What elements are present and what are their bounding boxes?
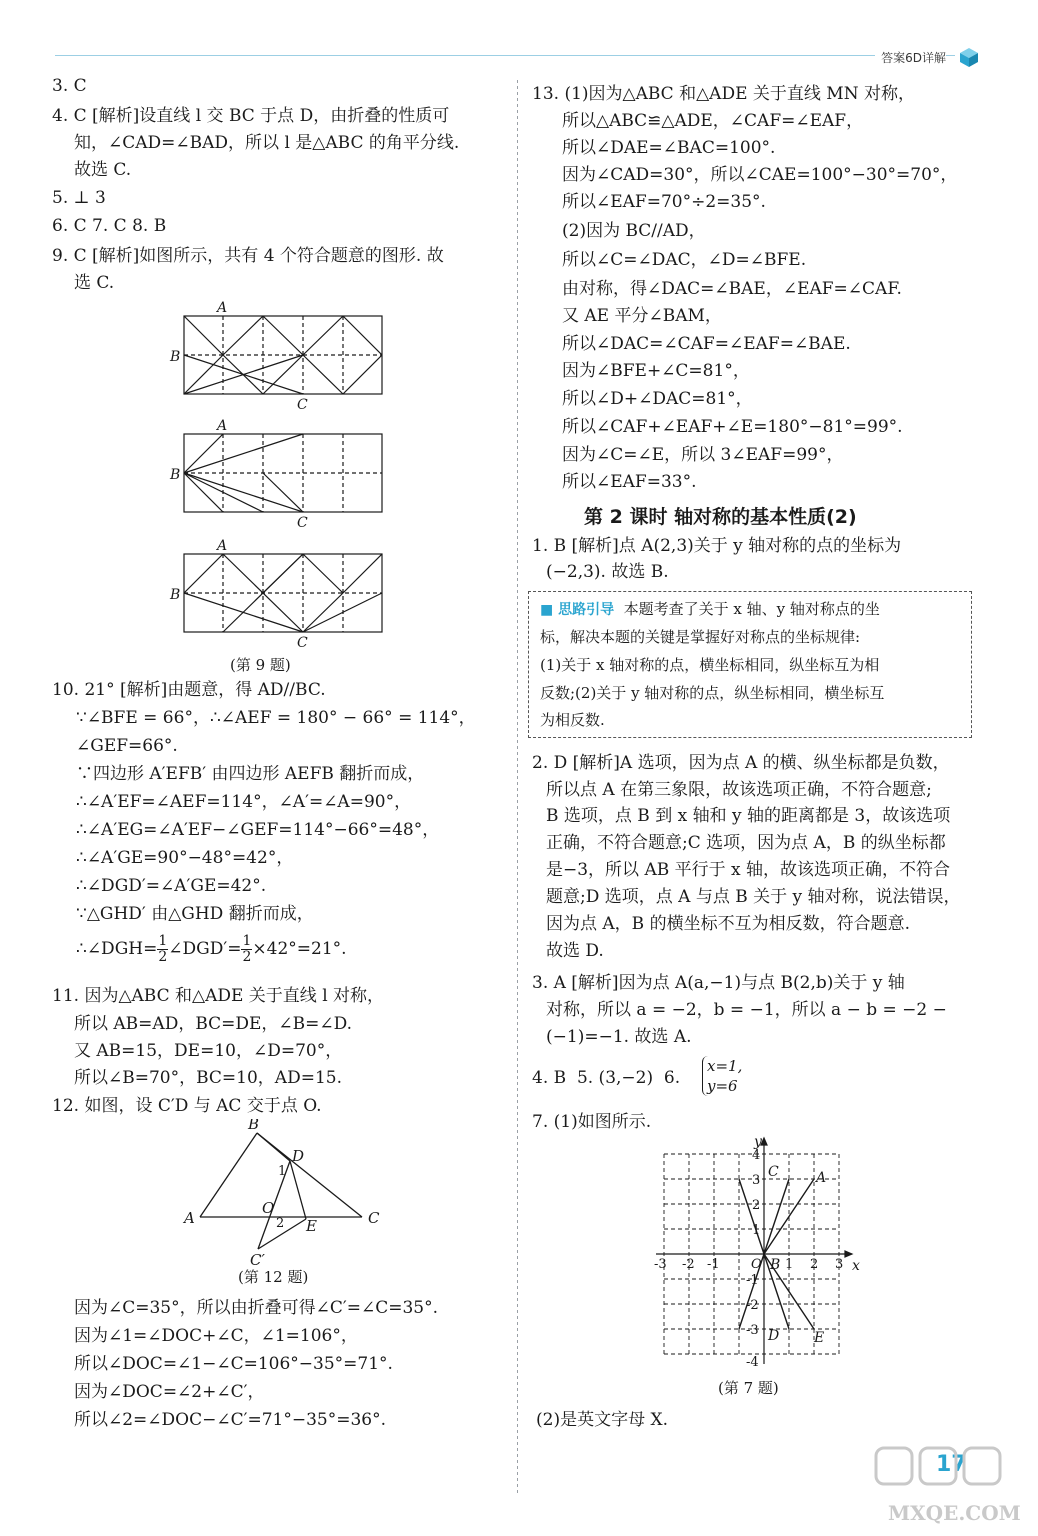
answer-3: 3. C bbox=[52, 76, 87, 96]
fig12-label-c-prime: C′ bbox=[250, 1251, 265, 1269]
answer-13-l4: 因为∠CAD=30°，所以∠CAE=100°−30°=70°， bbox=[562, 165, 958, 185]
fig9-label-a3: A bbox=[217, 538, 228, 554]
answer-12-l3: 因为∠1=∠DOC+∠C，∠1=106°， bbox=[74, 1326, 358, 1346]
answer-10: 10. 21° [解析]由题意，得 AD//BC. bbox=[52, 680, 326, 700]
answer-10-l3: ∠GEF=66°. bbox=[76, 736, 178, 756]
x-tick-n3: -3 bbox=[654, 1257, 667, 1272]
y-axis-label: y bbox=[754, 1134, 762, 1150]
answer-4: 4. C [解析]设直线 l 交 BC 于点 D，由折叠的性质可 bbox=[52, 106, 450, 126]
origin-label: O bbox=[751, 1257, 762, 1272]
fig12-label-d: D bbox=[292, 1147, 305, 1165]
answer-13-l12: 所以∠D+∠DAC=81°， bbox=[562, 389, 753, 409]
answer-10-l5: ∴∠A′EF=∠AEF=114°，∠A′=∠A=90°， bbox=[76, 792, 412, 812]
point-b-label: B bbox=[770, 1257, 781, 1273]
cube-icon bbox=[958, 46, 980, 68]
y-tick-1: 1 bbox=[752, 1223, 761, 1238]
header-label: 答案6D详解 bbox=[875, 49, 946, 66]
answer-r1-l2: (−2,3). 故选 B. bbox=[546, 562, 669, 582]
equation-system bbox=[702, 1056, 742, 1096]
point-a-label: A bbox=[816, 1170, 827, 1186]
answer-5: 5. ⊥ 3 bbox=[52, 188, 106, 208]
answer-13-l14: 因为∠C=∠E，所以 3∠EAF=99°， bbox=[562, 445, 844, 465]
answer-11-l3: 又 AB=15，DE=10，∠D=70°， bbox=[74, 1041, 343, 1061]
answer-13-l3: 所以∠DAE=∠BAC=100°. bbox=[562, 138, 776, 158]
answer-r2-l3: B 选项，点 B 到 x 轴和 y 轴的距离都是 3，故该选项 bbox=[546, 806, 951, 826]
watermark-text: MXQE.COM bbox=[888, 1501, 1021, 1525]
answer-10-l8: ∴∠DGD′=∠A′GE=42°. bbox=[76, 876, 267, 896]
hint-tag-text: 思路引导 bbox=[558, 602, 615, 618]
figure-9 bbox=[167, 299, 407, 669]
fig12-label-o: O bbox=[262, 1199, 275, 1217]
answer-r4: 4. B bbox=[532, 1068, 567, 1088]
answer-r5: 5. (3,−2) bbox=[576, 1068, 654, 1088]
answer-r2: 2. D [解析]A 选项，因为点 A 的横、纵坐标都是负数， bbox=[532, 753, 950, 773]
x-tick-n1: -1 bbox=[707, 1257, 720, 1272]
y-tick-4: 4 bbox=[752, 1148, 761, 1163]
watermark-logo bbox=[868, 1440, 1028, 1530]
y-tick-2: 2 bbox=[752, 1198, 761, 1213]
answer-r7: 7. (1)如图所示. bbox=[532, 1112, 652, 1132]
answer-r2-l8: 故选 D. bbox=[546, 941, 604, 961]
hint-line-5: 为相反数. bbox=[540, 711, 605, 729]
system-line-2: y=6 bbox=[707, 1077, 738, 1095]
fig12-angle-2: 2 bbox=[276, 1216, 285, 1231]
y-tick-n1: -1 bbox=[746, 1273, 759, 1288]
fig12-label-b: B bbox=[248, 1119, 260, 1133]
fig9-label-a: A bbox=[217, 300, 228, 316]
answer-11-l2: 所以 AB=AD，BC=DE，∠B=∠D. bbox=[74, 1014, 353, 1034]
x-tick-n2: -2 bbox=[682, 1257, 695, 1272]
answer-13-l13: 所以∠CAF+∠EAF+∠E=180°−81°=99°. bbox=[562, 417, 903, 437]
answer-r1: 1. B [解析]点 A(2,3)关于 y 轴对称的点的坐标为 bbox=[532, 536, 902, 556]
y-tick-3: 3 bbox=[752, 1173, 761, 1188]
answer-10-l7: ∴∠A′GE=90°−48°=42°， bbox=[76, 848, 294, 868]
fig9-caption: (第 9 题) bbox=[230, 656, 291, 674]
answer-13-l15: 所以∠EAF=33°. bbox=[562, 472, 697, 492]
system-line-1: x=1, bbox=[707, 1057, 743, 1075]
answer-12-l4: 所以∠DOC=∠1−∠C=106°−35°=71°. bbox=[74, 1354, 393, 1374]
y-tick-n2: -2 bbox=[746, 1298, 759, 1313]
fig7-caption: (第 7 题) bbox=[718, 1379, 779, 1397]
answer-r7-2: (2)是英文字母 X. bbox=[536, 1410, 668, 1430]
answer-12-l2: 因为∠C=35°，所以由折叠可得∠C′=∠C=35°. bbox=[74, 1298, 439, 1318]
hint-tag: ■ 思路引导 bbox=[540, 602, 615, 618]
answer-6-8: 6. C 7. C 8. B bbox=[52, 216, 167, 236]
header-rule bbox=[55, 55, 955, 56]
frac-num: 1 bbox=[158, 933, 168, 949]
fraction-half-2 bbox=[241, 934, 252, 965]
fig9-label-c3: C bbox=[297, 635, 308, 651]
point-e-label: E bbox=[814, 1330, 825, 1346]
hint-line-3: (1)关于 x 轴对称的点，横坐标相同，纵坐标互为相 bbox=[540, 656, 880, 674]
frac-den-2: 2 bbox=[242, 949, 252, 965]
hint-line-1 bbox=[540, 597, 880, 622]
answer-11: 11. 因为△ABC 和△ADE 关于直线 l 对称， bbox=[52, 986, 385, 1006]
fig9-label-b2: B bbox=[170, 467, 181, 483]
figure-7-grid bbox=[654, 1134, 864, 1374]
answer-13-l11: 因为∠BFE+∠C=81°， bbox=[562, 361, 750, 381]
x-tick-1: 1 bbox=[785, 1257, 794, 1272]
answer-10-l2: ∵∠BFE = 66°，∴∠AEF = 180° − 66° = 114°， bbox=[76, 708, 476, 728]
answer-13-l9: 又 AE 平分∠BAM， bbox=[562, 306, 722, 326]
answer-13-l6: (2)因为 BC//AD， bbox=[562, 221, 706, 241]
answer-13-l7: 所以∠C=∠DAC，∠D=∠BFE. bbox=[562, 250, 807, 270]
hint-text-1: 本题考查了关于 x 轴、y 轴对称点的坐 bbox=[623, 600, 880, 618]
answer-12: 12. 如图，设 C′D 与 AC 交于点 O. bbox=[52, 1096, 322, 1116]
answer-12-l6: 所以∠2=∠DOC−∠C′=71°−35°=36°. bbox=[74, 1410, 387, 1430]
point-d-label: D bbox=[768, 1328, 780, 1344]
y-tick-n4: -4 bbox=[746, 1355, 759, 1370]
answer-10-l10 bbox=[76, 934, 347, 965]
section-title: 第 2 课时 轴对称的基本性质(2) bbox=[584, 506, 857, 528]
q10-eq-pre: ∴∠DGH= bbox=[76, 939, 158, 959]
answer-r6: 6. bbox=[663, 1068, 681, 1088]
answer-11-l4: 所以∠B=70°，BC=10，AD=15. bbox=[74, 1068, 342, 1088]
answer-r2-l4: 正确，不符合题意;C 选项，因为点 A，B 的纵坐标都 bbox=[546, 833, 946, 853]
answer-4-line2: 知，∠CAD=∠BAD，所以 l 是△ABC 的角平分线. bbox=[74, 133, 460, 153]
fig9-label-b: B bbox=[170, 349, 181, 365]
answer-r2-l5: 是−3，所以 AB 平行于 x 轴，故该选项正确，不符合 bbox=[546, 860, 951, 880]
x-tick-3: 3 bbox=[835, 1257, 844, 1272]
answer-13-l8: 由对称，得∠DAC=∠BAE，∠EAF=∠CAF. bbox=[562, 279, 902, 299]
answer-r2-l2: 所以点 A 在第三象限，故该选项正确，不符合题意; bbox=[546, 780, 932, 800]
fig9-label-b3: B bbox=[170, 587, 181, 603]
x-tick-2: 2 bbox=[810, 1257, 819, 1272]
answer-r3-l3: (−1)=−1. 故选 A. bbox=[546, 1027, 692, 1047]
fig12-angle-1: 1 bbox=[278, 1164, 287, 1179]
answer-r3-l2: 对称，所以 a = −2，b = −1，所以 a − b = −2 − bbox=[546, 1000, 947, 1020]
page-number: 17 bbox=[936, 1452, 967, 1477]
fraction-half bbox=[157, 934, 168, 965]
answer-13: 13. (1)因为△ABC 和△ADE 关于直线 MN 对称， bbox=[532, 84, 915, 104]
y-tick-n3: -3 bbox=[746, 1323, 759, 1338]
frac-num-2: 1 bbox=[242, 933, 252, 949]
figure-12 bbox=[182, 1119, 392, 1269]
x-axis-label: x bbox=[852, 1258, 860, 1274]
answer-r3: 3. A [解析]因为点 A(a,−1)与点 B(2,b)关于 y 轴 bbox=[532, 973, 905, 993]
frac-den: 2 bbox=[158, 949, 168, 965]
point-c-label: C bbox=[768, 1164, 779, 1180]
fig12-label-e: E bbox=[306, 1217, 317, 1235]
q10-eq-post: ×42°=21°. bbox=[252, 939, 347, 959]
hint-line-2: 标，解决本题的关键是掌握好对称点的坐标规律: bbox=[540, 628, 861, 646]
answer-r2-l7: 因为点 A，B 的横坐标不互为相反数，符合题意. bbox=[546, 914, 910, 934]
column-separator bbox=[517, 80, 518, 1495]
fig12-label-a: A bbox=[184, 1209, 195, 1227]
fig12-caption: (第 12 题) bbox=[238, 1268, 309, 1286]
answer-13-l5: 所以∠EAF=70°÷2=35°. bbox=[562, 192, 766, 212]
answer-12-l5: 因为∠DOC=∠2+∠C′， bbox=[74, 1382, 265, 1402]
answer-13-l2: 所以△ABC≌△ADE，∠CAF=∠EAF， bbox=[562, 111, 864, 131]
answer-10-l4: ∵四边形 A′EFB′ 由四边形 AEFB 翻折而成， bbox=[76, 764, 425, 784]
hint-line-4: 反数;(2)关于 y 轴对称的点，纵坐标相同，横坐标互 bbox=[540, 684, 885, 702]
fig12-label-c: C bbox=[368, 1209, 380, 1227]
answer-r4-6 bbox=[532, 1066, 680, 1090]
fig9-label-c: C bbox=[297, 397, 308, 413]
answer-13-l10: 所以∠DAC=∠CAF=∠EAF=∠BAE. bbox=[562, 334, 851, 354]
fig9-label-a2: A bbox=[217, 418, 228, 434]
fig9-label-c2: C bbox=[297, 515, 308, 531]
answer-9-line2: 选 C. bbox=[74, 273, 115, 293]
answer-4-line3: 故选 C. bbox=[74, 160, 132, 180]
q10-eq-mid: ∠DGD′= bbox=[168, 939, 242, 959]
answer-9: 9. C [解析]如图所示，共有 4 个符合题意的图形. 故 bbox=[52, 246, 444, 266]
answer-10-l6: ∴∠A′EG=∠A′EF−∠GEF=114°−66°=48°， bbox=[76, 820, 440, 840]
answer-10-l9: ∵△GHD′ 由△GHD 翻折而成， bbox=[76, 904, 314, 924]
answer-r2-l6: 题意;D 选项，点 A 与点 B 关于 y 轴对称，说法错误， bbox=[546, 887, 961, 907]
